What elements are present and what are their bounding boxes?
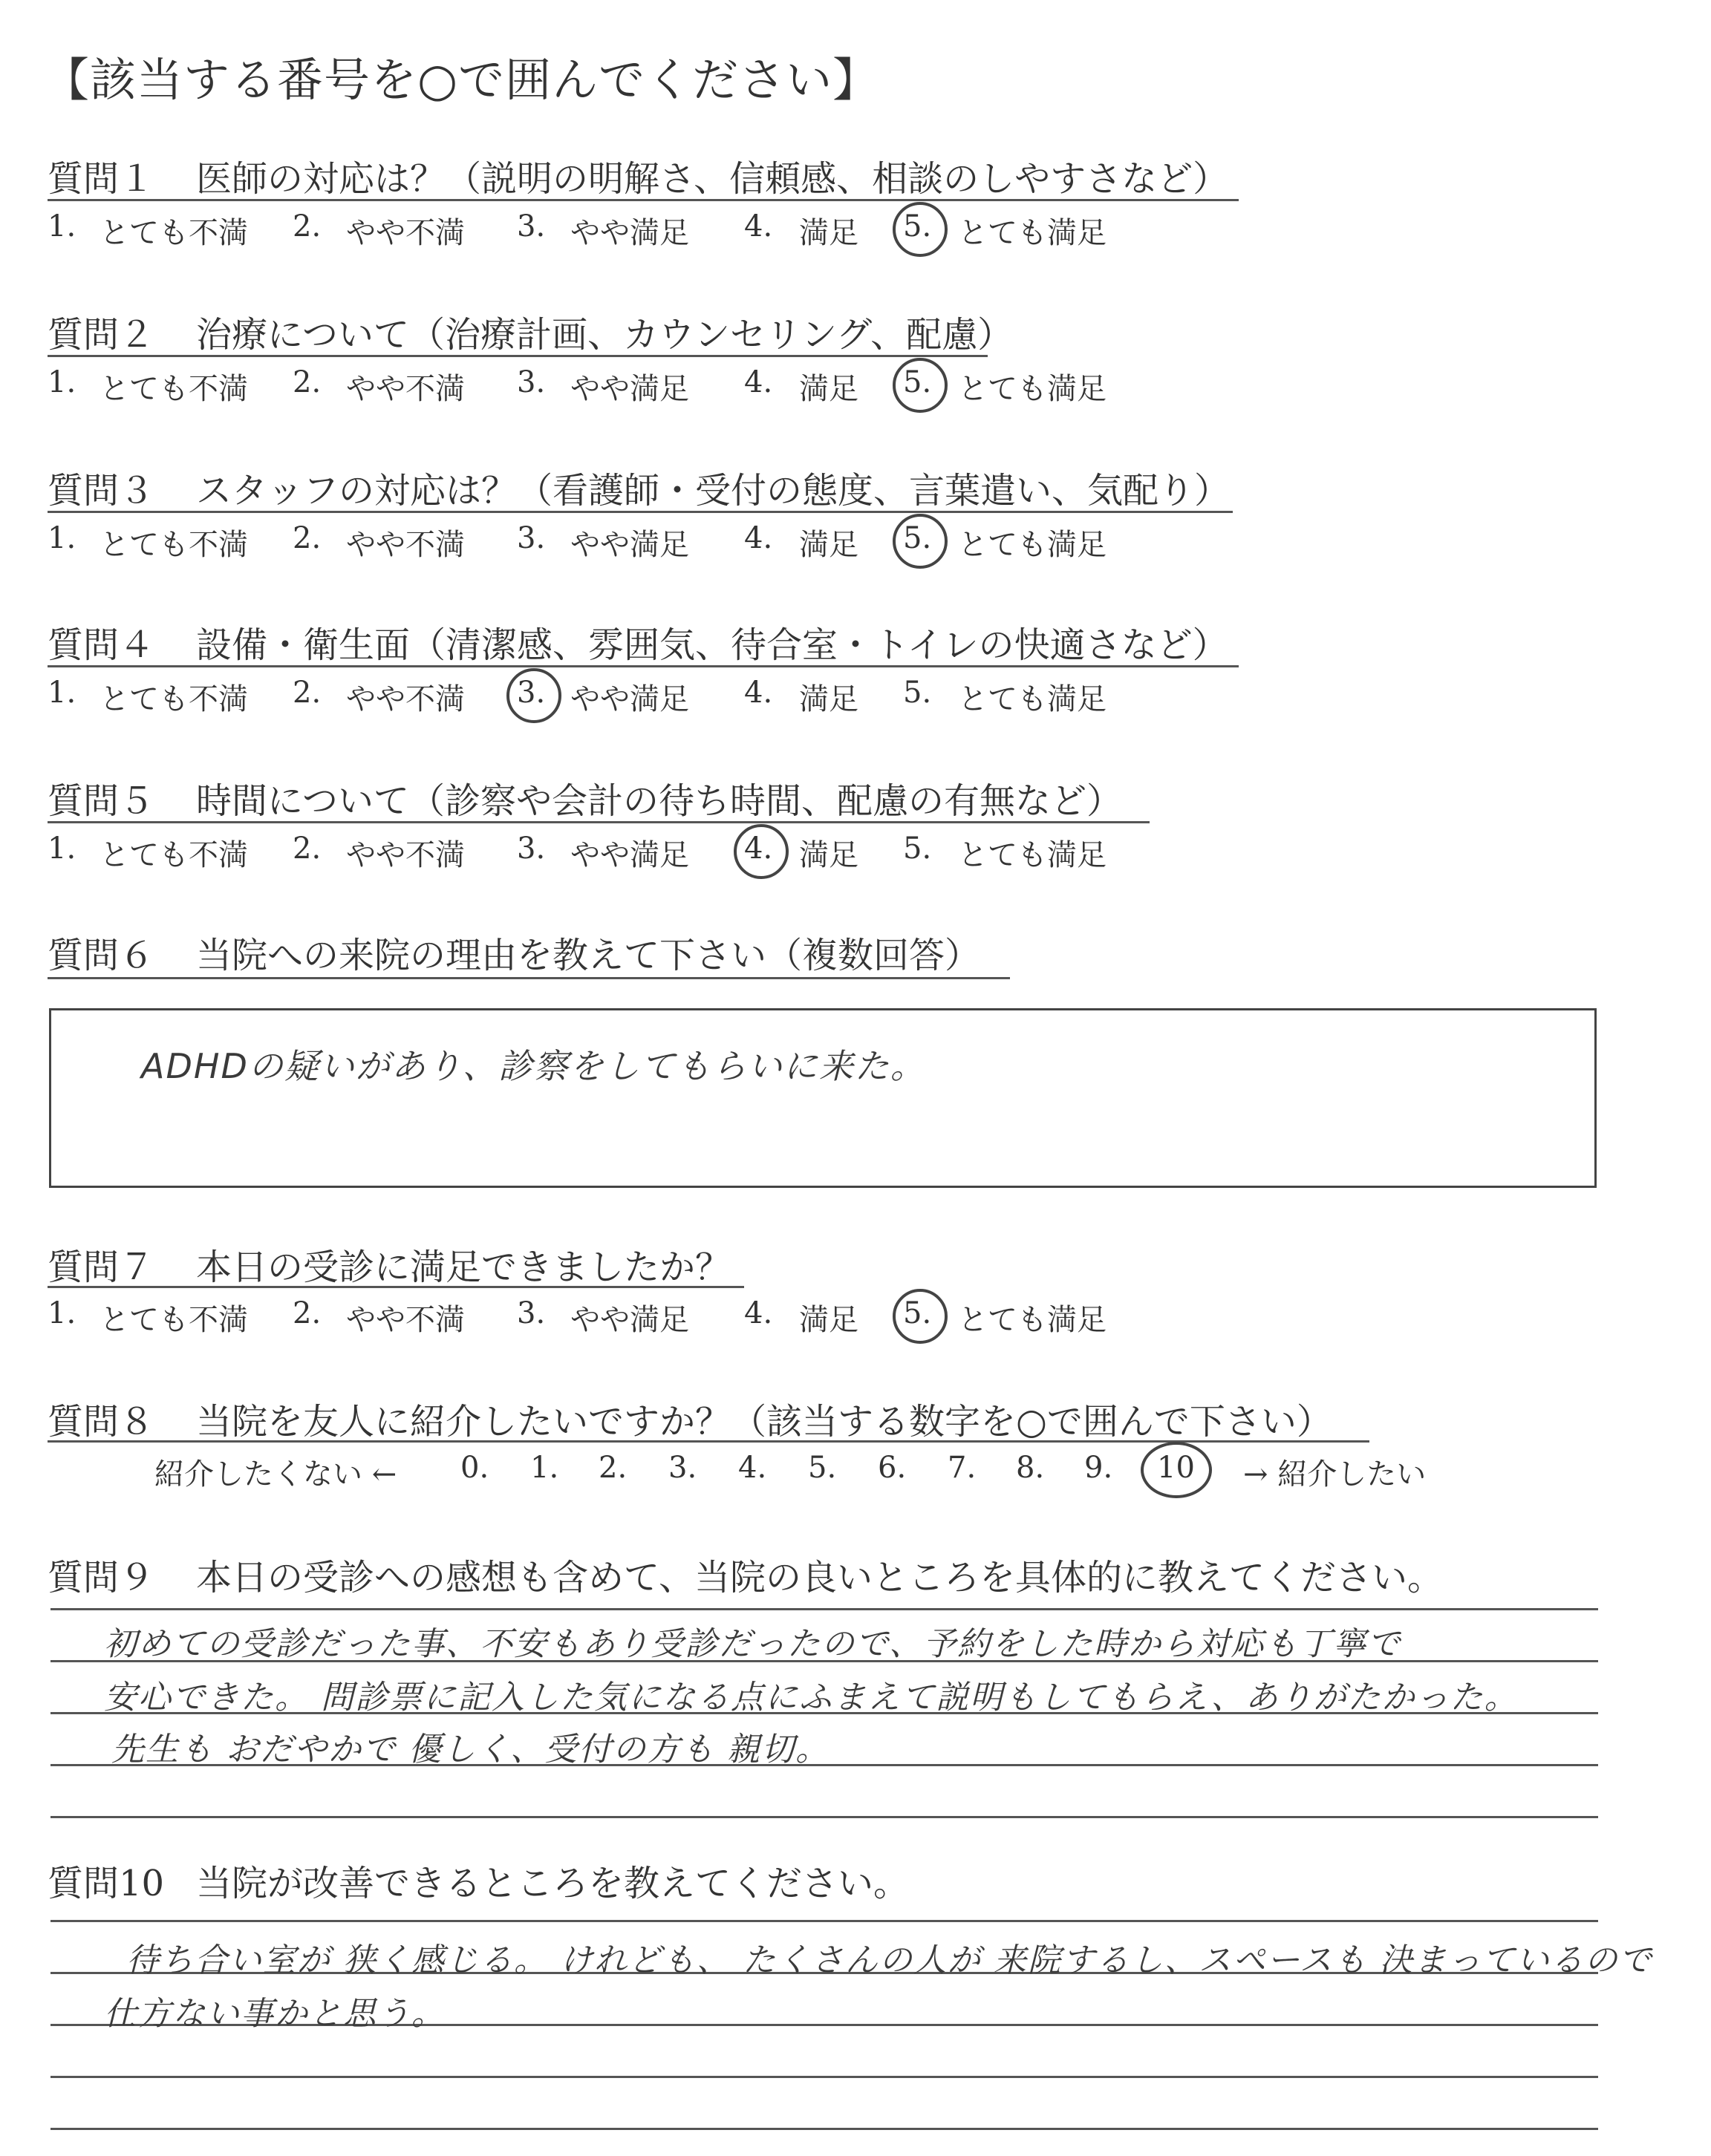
question-1-option-label[interactable]: 満足 — [799, 216, 858, 250]
question-2-options — [48, 365, 1236, 410]
question-4-option-number[interactable]: 1. — [48, 676, 76, 710]
question-1-underline — [48, 199, 1239, 201]
question-2-option-label[interactable]: 満足 — [799, 372, 858, 406]
question-1-option-number[interactable]: 2. — [293, 209, 322, 244]
question-5-option-number[interactable]: 3. — [517, 832, 546, 866]
q9-rule — [50, 1816, 1598, 1818]
question-3-option-number[interactable]: 4. — [744, 521, 773, 555]
question-5-option-label[interactable]: 満足 — [799, 838, 858, 872]
question-4-text: 設備・衛生面（清潔感、雰囲気、待合室・トイレの快適さなど） — [196, 624, 1228, 666]
question-3-options — [48, 521, 1236, 566]
question-3-option-number[interactable]: 5. — [903, 521, 932, 555]
question-3-option-label[interactable]: とても満足 — [958, 528, 1107, 562]
question-3-option-label[interactable]: とても不満 — [100, 528, 248, 562]
question-8-text: 当院を友人に紹介したいですか？（該当する数字を○で囲んで下さい） — [196, 1401, 1332, 1443]
question-8-scale — [0, 1451, 1711, 1503]
question-7-heading — [48, 1238, 731, 1290]
scale-left-label: 紹介したくない ← — [154, 1457, 397, 1492]
q10-rule — [50, 2076, 1598, 2078]
question-4-heading — [48, 616, 1228, 667]
question-3-selected-circle — [893, 514, 948, 569]
scale-value-3[interactable]: 3. — [668, 1451, 697, 1485]
question-4-option-label[interactable]: とても満足 — [958, 682, 1107, 716]
question-2-heading — [48, 306, 1013, 357]
question-9-number: 質問９ — [48, 1557, 155, 1598]
scale-value-0[interactable]: 0. — [460, 1451, 489, 1485]
question-3-option-label[interactable]: やや不満 — [346, 528, 465, 562]
question-7-option-label[interactable]: やや満足 — [570, 1303, 689, 1337]
question-1-number: 質問１ — [48, 158, 155, 200]
question-5-option-label[interactable]: とても不満 — [100, 838, 248, 872]
question-5-heading — [48, 772, 1122, 823]
question-10-answer-line: 仕方ない事かと思う。 — [104, 1995, 446, 2033]
question-7-selected-circle — [893, 1289, 948, 1344]
question-7-option-label[interactable]: とても満足 — [958, 1303, 1107, 1337]
question-3-number: 質問３ — [48, 470, 155, 512]
question-7-underline — [48, 1286, 744, 1288]
question-2-option-number[interactable]: 1. — [48, 365, 76, 399]
question-8-selected-circle — [1141, 1442, 1212, 1498]
question-1-options — [48, 209, 1236, 254]
question-5-options — [48, 832, 1236, 876]
question-5-option-number[interactable]: 1. — [48, 832, 76, 866]
question-6-underline — [48, 977, 1010, 979]
question-10-number: 質問10 — [48, 1863, 165, 1904]
question-6-heading — [48, 927, 980, 978]
question-1-option-number[interactable]: 1. — [48, 209, 76, 244]
question-1-text: 医師の対応は？（説明の明解さ、信頼感、相談のしやすさなど） — [196, 158, 1229, 200]
question-4-option-label[interactable]: やや不満 — [346, 682, 465, 716]
question-4-option-number[interactable]: 4. — [744, 676, 773, 710]
question-6-number: 質問６ — [48, 935, 155, 976]
scale-value-2[interactable]: 2. — [599, 1451, 628, 1485]
question-2-option-number[interactable]: 4. — [744, 365, 773, 399]
question-1-option-number[interactable]: 4. — [744, 209, 773, 244]
question-10-answer-line: 待ち合い室が 狭く感じる。 けれども、 たくさんの人が 来院するし、スペースも 決まっているので — [126, 1941, 1653, 1979]
question-4-number: 質問４ — [48, 624, 155, 666]
question-1-option-number[interactable]: 3. — [517, 209, 546, 244]
question-1-option-label[interactable]: とても不満 — [100, 216, 248, 250]
scale-value-5[interactable]: 5. — [808, 1451, 837, 1485]
question-4-option-label[interactable]: とても不満 — [100, 682, 248, 716]
question-5-option-label[interactable]: とても満足 — [958, 838, 1107, 872]
question-3-heading — [48, 462, 1230, 513]
q9-rule — [50, 1608, 1598, 1610]
question-3-option-label[interactable]: 満足 — [799, 528, 858, 562]
question-7-option-label[interactable]: やや不満 — [346, 1303, 465, 1337]
scale-value-7[interactable]: 7. — [948, 1451, 977, 1485]
question-2-selected-circle — [893, 358, 948, 413]
question-10-heading — [48, 1855, 909, 1906]
question-7-option-label[interactable]: 満足 — [799, 1303, 858, 1337]
question-4-option-label[interactable]: やや満足 — [570, 682, 689, 716]
question-2-option-label[interactable]: とても不満 — [100, 372, 248, 406]
form-title: 【該当する番号を○で囲んでください】 — [43, 53, 880, 107]
question-6-answer: ADHDの疑いがあり、診察をしてもらいに来た。 — [141, 1046, 926, 1086]
question-5-option-label[interactable]: やや不満 — [346, 838, 465, 872]
question-9-answer-line: 初めての受診だった事、不安もあり受診だったので、予約をした時から対応も丁寧で — [104, 1625, 1402, 1663]
question-1-option-number[interactable]: 5. — [903, 209, 932, 244]
question-2-option-label[interactable]: とても満足 — [958, 372, 1107, 406]
question-4-option-number[interactable]: 2. — [293, 676, 322, 710]
question-3-text: スタッフの対応は？（看護師・受付の態度、言葉遣い、気配り） — [196, 470, 1231, 512]
question-2-number: 質問２ — [48, 314, 155, 356]
question-10-text: 当院が改善できるところを教えてください。 — [196, 1863, 910, 1904]
question-5-number: 質問５ — [48, 780, 155, 822]
question-1-heading — [48, 150, 1228, 201]
question-5-option-number[interactable]: 4. — [744, 832, 773, 866]
question-4-option-number[interactable]: 3. — [517, 676, 546, 710]
question-3-option-number[interactable]: 3. — [517, 521, 546, 555]
question-5-underline — [48, 821, 1150, 823]
question-5-text: 時間について（診察や会計の待ち時間、配慮の有無など） — [196, 780, 1123, 822]
question-5-option-number[interactable]: 2. — [293, 832, 322, 866]
question-2-option-number[interactable]: 5. — [903, 365, 932, 399]
question-1-option-label[interactable]: やや不満 — [346, 216, 465, 250]
question-7-option-number[interactable]: 3. — [517, 1296, 546, 1330]
scale-value-6[interactable]: 6. — [878, 1451, 907, 1485]
question-2-underline — [48, 355, 988, 357]
question-4-option-label[interactable]: 満足 — [799, 682, 858, 716]
q10-rule — [50, 1920, 1598, 1922]
question-4-selected-circle — [506, 668, 561, 723]
question-7-options — [48, 1296, 1236, 1341]
question-7-option-number[interactable]: 2. — [293, 1296, 322, 1330]
question-3-underline — [48, 511, 1233, 513]
question-1-selected-circle — [893, 202, 948, 257]
question-5-option-label[interactable]: やや満足 — [570, 838, 689, 872]
question-5-option-number[interactable]: 5. — [903, 832, 932, 866]
scale-right-label: → 紹介したい — [1243, 1457, 1427, 1492]
question-6-answer-box[interactable] — [49, 1008, 1597, 1188]
q10-rule — [50, 2128, 1598, 2130]
scale-value-10[interactable]: 10 — [1157, 1451, 1195, 1485]
question-3-option-number[interactable]: 1. — [48, 521, 76, 555]
question-8-number: 質問８ — [48, 1401, 155, 1443]
question-2-option-label[interactable]: やや不満 — [346, 372, 465, 406]
scale-value-8[interactable]: 8. — [1016, 1451, 1045, 1485]
question-5-selected-circle — [734, 824, 789, 879]
question-7-option-label[interactable]: とても不満 — [100, 1303, 248, 1337]
question-1-option-label[interactable]: やや満足 — [570, 216, 689, 250]
question-2-option-number[interactable]: 2. — [293, 365, 322, 399]
scale-value-1[interactable]: 1. — [530, 1451, 559, 1485]
question-3-option-label[interactable]: やや満足 — [570, 528, 689, 562]
question-8-heading — [48, 1393, 1332, 1444]
question-1-option-label[interactable]: とても満足 — [958, 216, 1107, 250]
question-4-underline — [48, 665, 1239, 667]
question-7-option-number[interactable]: 1. — [48, 1296, 76, 1330]
question-4-options — [48, 676, 1236, 720]
question-2-option-label[interactable]: やや満足 — [570, 372, 689, 406]
question-6-text: 当院への来院の理由を教えて下さい（複数回答） — [196, 935, 981, 976]
question-7-option-number[interactable]: 5. — [903, 1296, 932, 1330]
question-4-option-number[interactable]: 5. — [903, 676, 932, 710]
question-7-text: 本日の受診に満足できましたか？ — [196, 1247, 731, 1288]
question-7-option-number[interactable]: 4. — [744, 1296, 773, 1330]
question-2-text: 治療について（治療計画、カウンセリング、配慮） — [196, 314, 1014, 356]
question-3-option-number[interactable]: 2. — [293, 521, 322, 555]
question-9-heading — [48, 1549, 1443, 1600]
scale-value-9[interactable]: 9. — [1084, 1451, 1113, 1485]
question-7-number: 質問７ — [48, 1247, 155, 1288]
question-9-answer-line: 安心できた。 問診票に記入した気になる点にふまえて説明もしてもらえ、ありがたかった。 — [104, 1679, 1519, 1716]
question-9-text: 本日の受診への感想も含めて、当院の良いところを具体的に教えてください。 — [196, 1557, 1444, 1598]
question-2-option-number[interactable]: 3. — [517, 365, 546, 399]
scale-value-4[interactable]: 4. — [738, 1451, 767, 1485]
question-9-answer-line: 先生も おだやかで 優しく、受付の方も 親切。 — [111, 1731, 830, 1768]
